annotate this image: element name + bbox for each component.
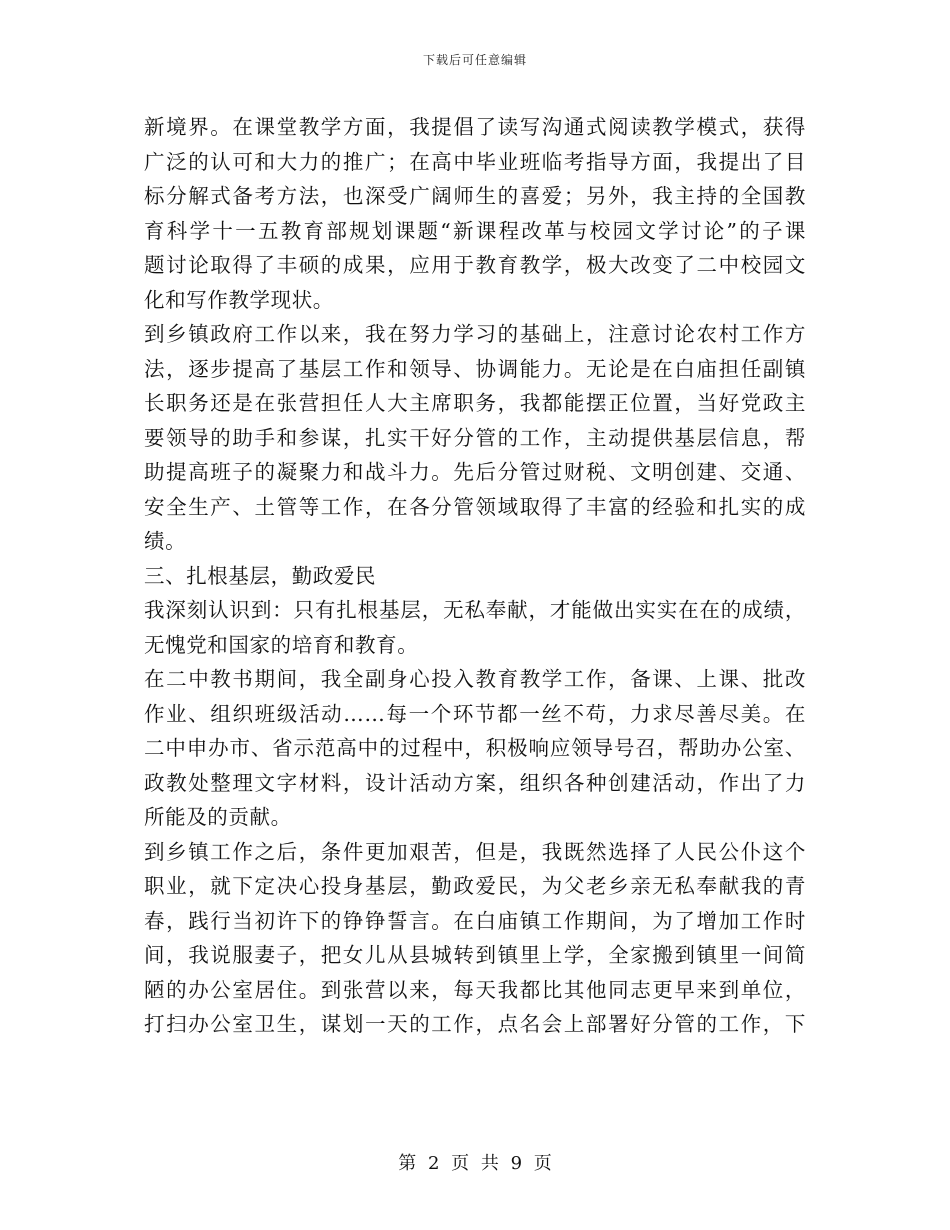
text-line: 到乡镇政府工作以来，我在努力学习的基础上，注意讨论农村工作方 bbox=[144, 322, 806, 346]
text-line: 到乡镇工作之后，条件更加艰苦，但是，我既然选择了人民公仆这个 bbox=[144, 839, 806, 864]
text-line: 绩。 bbox=[144, 529, 187, 553]
text-line: 作业、组织班级活动……每一个环节都一丝不苟，力求尽善尽美。在 bbox=[144, 701, 806, 726]
text-line: 间，我说服妻子，把女儿从县城转到镇里上学，全家搬到镇里一间简 bbox=[144, 943, 806, 967]
page-header: 下载后可任意编辑 bbox=[422, 53, 527, 67]
text-line: 职业，就下定决心投身基层，勤政爱民，为父老乡亲无私奉献我的青 bbox=[144, 874, 806, 898]
text-line: 政教处整理文字材料，设计活动方案，组织各种创建活动，作出了力 bbox=[144, 770, 806, 795]
text-line: 在二中教书期间，我全副身心投入教育教学工作，备课、上课、批改 bbox=[144, 667, 806, 691]
text-line: 所能及的贡献。 bbox=[144, 805, 292, 829]
text-line: 育科学十一五教育部规划课题“新课程改革与校园文学讨论”的子课 bbox=[144, 218, 806, 243]
section-heading: 三、扎根基层，勤政爱民 bbox=[144, 563, 377, 588]
text-line: 陋的办公室居住。到张营以来，每天我都比其他同志更早来到单位， bbox=[144, 977, 806, 1002]
text-line: 春，践行当初许下的铮铮誓言。在白庙镇工作期间，为了增加工作时 bbox=[144, 908, 806, 933]
page-number-footer: 第 2 页 共 9 页 bbox=[398, 1153, 552, 1174]
text-line: 要领导的助手和参谋，扎实干好分管的工作，主动提供基层信息，帮 bbox=[144, 425, 806, 450]
text-line: 长职务还是在张营担任人大主席职务，我都能摆正位置，当好党政主 bbox=[144, 391, 806, 415]
document-body bbox=[144, 110, 806, 1042]
text-line: 标分解式备考方法，也深受广阔师生的喜爱；另外，我主持的全国教 bbox=[144, 184, 806, 208]
text-line: 助提高班子的凝聚力和战斗力。先后分管过财税、文明创建、交通、 bbox=[144, 460, 806, 484]
text-line: 安全生产、土管等工作，在各分管领域取得了丰富的经验和扎实的成 bbox=[144, 494, 806, 519]
text-line: 无愧党和国家的培育和教育。 bbox=[144, 632, 419, 657]
text-line: 新境界。在课堂教学方面，我提倡了读写沟通式阅读教学模式，获得 bbox=[144, 115, 806, 139]
text-line: 广泛的认可和大力的推广；在高中毕业班临考指导方面，我提出了目 bbox=[144, 149, 806, 174]
text-line: 打扫办公室卫生，谋划一天的工作，点名会上部署好分管的工作，下 bbox=[144, 1012, 806, 1036]
text-line: 题讨论取得了丰硕的成果，应用于教育教学，极大改变了二中校园文 bbox=[144, 253, 806, 277]
text-line: 化和写作教学现状。 bbox=[144, 287, 334, 312]
text-line: 二中申办市、省示范高中的过程中，积极响应领导号召，帮助办公室、 bbox=[144, 736, 806, 760]
text-line: 法，逐步提高了基层工作和领导、协调能力。无论是在白庙担任副镇 bbox=[144, 356, 806, 381]
text-line: 我深刻认识到：只有扎根基层，无私奉献，才能做出实实在在的成绩， bbox=[144, 598, 806, 622]
